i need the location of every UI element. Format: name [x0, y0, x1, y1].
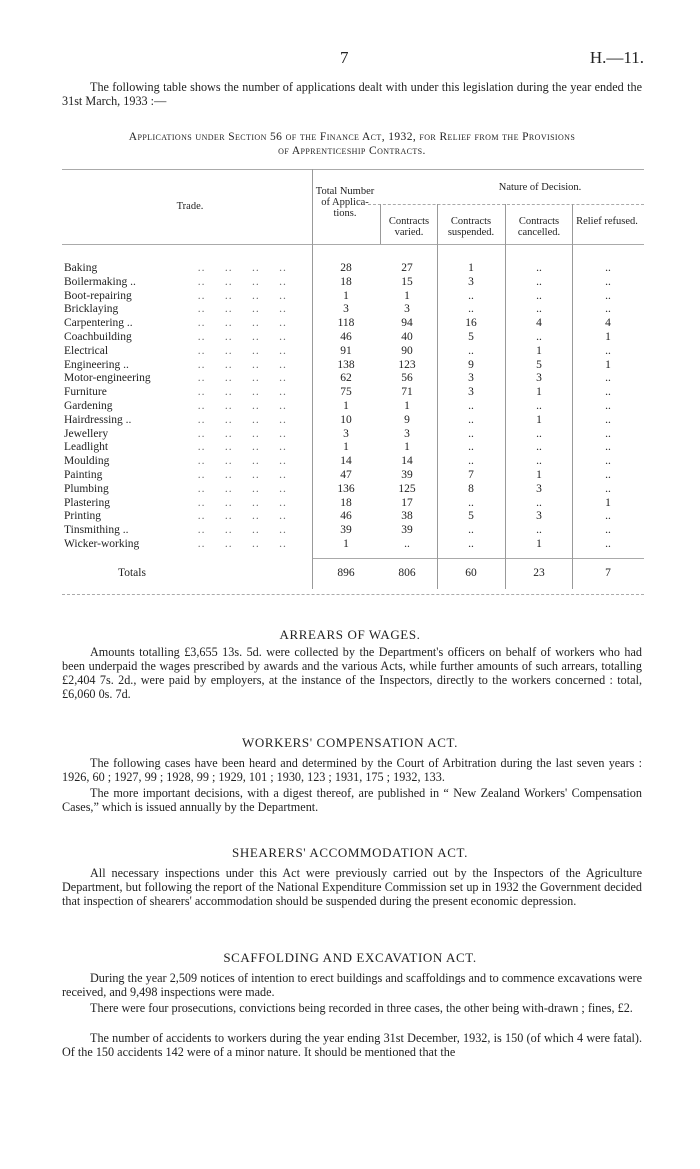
- totals-row: [0, 567, 700, 581]
- cell-refused: ..: [605, 441, 611, 454]
- document-reference: H.—11.: [589, 48, 644, 67]
- cell-suspended: ..: [468, 455, 474, 468]
- cell-refused: ..: [605, 289, 611, 302]
- cell-varied: 38: [401, 510, 413, 523]
- table-bottom-rule: [62, 594, 644, 595]
- cell-cancelled: ..: [536, 303, 542, 316]
- trade-name: Carpentering ..: [64, 317, 133, 330]
- cell-cancelled: 1: [536, 413, 542, 426]
- table-row: [0, 386, 700, 398]
- cell-total: 3: [343, 303, 349, 316]
- header-cancelled: Contracts cancelled.: [517, 216, 561, 238]
- cell-cancelled: 3: [536, 510, 542, 523]
- cell-suspended: ..: [468, 289, 474, 302]
- cell-suspended: 5: [468, 331, 474, 343]
- cell-suspended: 7: [468, 469, 474, 481]
- leader-dots: .. .. .. ..: [190, 441, 287, 454]
- cell-varied: 1: [404, 441, 410, 454]
- cell-varied: 1: [404, 400, 410, 412]
- cell-suspended: 9: [468, 358, 474, 371]
- table-row: [0, 400, 700, 412]
- cell-varied: 39: [401, 469, 413, 481]
- arrears-heading: ARREARS OF WAGES.: [279, 627, 421, 642]
- leader-dots: .. .. .. ..: [190, 289, 287, 302]
- table-row: [0, 372, 700, 384]
- cell-cancelled: 1: [536, 344, 542, 357]
- cell-cancelled: ..: [536, 427, 542, 440]
- header-suspended: Contracts suspended.: [447, 216, 495, 238]
- cell-total: 1: [343, 538, 349, 550]
- cell-total: 62: [340, 372, 352, 385]
- cell-refused: ..: [605, 427, 611, 440]
- cell-total: 91: [340, 344, 352, 357]
- table-row: [0, 276, 700, 288]
- leader-dots: .. .. .. ..: [190, 455, 287, 468]
- shearers-heading: SHEARERS' ACCOMMODATION ACT.: [232, 845, 468, 860]
- cell-suspended: 3: [468, 275, 474, 288]
- cell-varied: 40: [401, 331, 413, 343]
- leader-dots: .. .. .. ..: [190, 331, 287, 343]
- cell-varied: 56: [401, 372, 413, 385]
- cell-refused: 1: [605, 496, 611, 509]
- table-title: [60, 130, 644, 158]
- cell-total: 39: [340, 524, 352, 537]
- cell-cancelled: ..: [536, 262, 542, 274]
- cell-total: 3: [343, 427, 349, 440]
- table-row: [0, 414, 700, 426]
- cell-cancelled: ..: [536, 331, 542, 343]
- totals-rule: [312, 558, 644, 559]
- cell-suspended: ..: [468, 524, 474, 537]
- cell-cancelled: ..: [536, 441, 542, 454]
- header-refused: Relief refused.: [576, 216, 638, 227]
- cell-suspended: 1: [468, 262, 474, 274]
- shearers-paragraph: All necessary inspections under this Act were previously carried out by the Inspectors of the Agriculture Department, but following the report of the National Expenditure Commission set up in 1932 the Government decided that inspection of shearers' accommodation should be suspended during the present economic depression.: [62, 866, 642, 908]
- cell-refused: ..: [605, 524, 611, 537]
- trade-name: Boot-repairing: [64, 289, 132, 302]
- scaffolding-heading: SCAFFOLDING AND EXCAVATION ACT.: [223, 950, 477, 965]
- trade-name: Painting: [64, 469, 103, 481]
- leader-dots: .. .. .. ..: [190, 344, 287, 357]
- cell-suspended: ..: [468, 413, 474, 426]
- trade-name: Plumbing: [64, 482, 109, 495]
- cell-refused: ..: [605, 262, 611, 274]
- trade-name: Engineering ..: [64, 358, 129, 371]
- cell-varied: 39: [401, 524, 413, 537]
- totals-label: Totals: [118, 567, 146, 579]
- cell-refused: 4: [605, 317, 611, 330]
- totals-suspended: 60: [465, 567, 477, 579]
- compensation-heading: WORKERS' COMPENSATION ACT.: [242, 735, 458, 750]
- leader-dots: .. .. .. ..: [190, 317, 287, 330]
- cell-suspended: 3: [468, 386, 474, 399]
- cell-cancelled: ..: [536, 496, 542, 509]
- cell-total: 10: [340, 413, 352, 426]
- header-total: Total Number of Applica-tions.: [315, 186, 375, 219]
- cell-refused: ..: [605, 386, 611, 399]
- cell-cancelled: ..: [536, 455, 542, 468]
- cell-varied: 3: [404, 427, 410, 440]
- cell-suspended: ..: [468, 441, 474, 454]
- cell-refused: ..: [605, 455, 611, 468]
- cell-suspended: ..: [468, 303, 474, 316]
- leader-dots: .. .. .. ..: [190, 372, 287, 385]
- table-row: [0, 441, 700, 453]
- leader-dots: .. .. .. ..: [190, 400, 287, 412]
- cell-varied: 9: [404, 413, 410, 426]
- trade-name: Tinsmithing ..: [64, 524, 129, 537]
- page-number: 7: [340, 48, 349, 67]
- table-row: [0, 331, 700, 343]
- cell-cancelled: 1: [536, 469, 542, 481]
- cell-suspended: ..: [468, 427, 474, 440]
- cell-suspended: ..: [468, 344, 474, 357]
- cell-cancelled: 1: [536, 538, 542, 550]
- cell-cancelled: ..: [536, 275, 542, 288]
- cell-varied: 90: [401, 344, 413, 357]
- cell-varied: 123: [398, 358, 416, 371]
- totals-cancelled: 23: [533, 567, 545, 579]
- leader-dots: .. .. .. ..: [190, 496, 287, 509]
- cell-suspended: 5: [468, 510, 474, 523]
- scaffolding-paragraph-1: During the year 2,509 notices of intention to erect buildings and scaffoldings and to commence excavations were received, and 9,498 inspections were made.: [62, 971, 642, 999]
- cell-varied: 125: [398, 482, 416, 495]
- trade-name: Jewellery: [64, 427, 109, 440]
- cell-total: 28: [340, 262, 352, 274]
- header-varied: Contracts varied.: [388, 216, 430, 238]
- trade-name: Wicker-working: [64, 538, 140, 550]
- table-row: [0, 359, 700, 371]
- cell-suspended: ..: [468, 400, 474, 412]
- table-row: [0, 497, 700, 509]
- cell-varied: 14: [401, 455, 413, 468]
- cell-cancelled: 3: [536, 372, 542, 385]
- cell-suspended: ..: [468, 496, 474, 509]
- cell-total: 47: [340, 469, 352, 481]
- cell-total: 136: [337, 482, 355, 495]
- table-top-rule: [62, 169, 644, 170]
- cell-varied: 27: [401, 262, 413, 274]
- cell-suspended: 3: [468, 372, 474, 385]
- cell-varied: 94: [401, 317, 413, 330]
- cell-total: 118: [337, 317, 355, 330]
- trade-name: Hairdressing ..: [64, 413, 132, 426]
- cell-total: 14: [340, 455, 352, 468]
- nature-subheader-rule: [368, 204, 644, 205]
- table-row: [0, 290, 700, 302]
- cell-refused: ..: [605, 510, 611, 523]
- cell-cancelled: 3: [536, 482, 542, 495]
- table-row: [0, 538, 700, 550]
- table-row: [0, 262, 700, 274]
- trade-name: Leadlight: [64, 441, 109, 454]
- cell-varied: ..: [404, 538, 410, 550]
- cell-varied: 15: [401, 275, 413, 288]
- scaffolding-paragraph-3: The number of accidents to workers during the year ending 31st December, 1932, is 150 (of which 4 were fatal). Of the 150 accidents 142 were of a minor nature. It should be mentioned that the: [62, 1031, 642, 1059]
- table-row: [0, 483, 700, 495]
- cell-total: 1: [343, 400, 349, 412]
- leader-dots: .. .. .. ..: [190, 510, 287, 523]
- table-row: [0, 303, 700, 315]
- leader-dots: .. .. .. ..: [190, 538, 287, 550]
- cell-total: 1: [343, 289, 349, 302]
- leader-dots: .. .. .. ..: [190, 303, 287, 316]
- leader-dots: .. .. .. ..: [190, 358, 287, 371]
- leader-dots: .. .. .. ..: [190, 386, 287, 399]
- cell-refused: ..: [605, 400, 611, 412]
- cell-refused: ..: [605, 469, 611, 481]
- cell-suspended: 8: [468, 482, 474, 495]
- trade-name: Moulding: [64, 455, 110, 468]
- divider-total-nature-head: [380, 204, 381, 244]
- intro-paragraph: The following table shows the number of applications dealt with under this legislation during the year ended the 31st March, 1933 :—: [62, 80, 642, 108]
- cell-varied: 71: [401, 386, 413, 399]
- trade-name: Electrical: [64, 344, 109, 357]
- cell-refused: ..: [605, 413, 611, 426]
- scaffolding-paragraph-2: There were four prosecutions, convictions being recorded in three cases, the other being with-drawn ; fines, £2.: [90, 1001, 633, 1015]
- totals-refused: 7: [605, 567, 611, 579]
- trade-name: Bricklaying: [64, 303, 119, 316]
- trade-name: Printing: [64, 510, 102, 523]
- cell-varied: 17: [401, 496, 413, 509]
- trade-name: Boilermaking ..: [64, 275, 136, 288]
- cell-total: 18: [340, 275, 352, 288]
- cell-total: 46: [340, 331, 352, 343]
- table-row: [0, 455, 700, 467]
- table-row: [0, 524, 700, 536]
- leader-dots: .. .. .. ..: [190, 413, 287, 426]
- compensation-paragraph-1: The following cases have been heard and determined by the Court of Arbitration during the last seven years : 1926, 60 ; 1927, 99 ; 1928, 99 ; 1929, 101 ; 1930, 123 ; 1931, 175 ; 1932, 133.: [62, 756, 642, 784]
- cell-cancelled: ..: [536, 400, 542, 412]
- cell-cancelled: ..: [536, 289, 542, 302]
- arrears-paragraph: Amounts totalling £3,655 13s. 5d. were collected by the Department's officers on behalf of workers who had been underpaid the wages prescribed by awards and the various Acts, while further amounts of such arrears, totalling £2,404 7s. 2d., were paid by employers, at the instance of the Inspectors, directly to the workers concerned : total, £6,060 0s. 7d.: [62, 645, 642, 701]
- totals-varied: 806: [398, 567, 416, 579]
- table-title-line-2: of Apprenticeship Contracts.: [278, 145, 426, 157]
- leader-dots: .. .. .. ..: [190, 262, 287, 274]
- cell-refused: ..: [605, 482, 611, 495]
- table-header-rule: [62, 244, 644, 245]
- header-trade: Trade.: [176, 201, 204, 212]
- trade-name: Coachbuilding: [64, 331, 132, 343]
- cell-refused: ..: [605, 275, 611, 288]
- cell-total: 18: [340, 496, 352, 509]
- leader-dots: .. .. .. ..: [190, 469, 287, 481]
- cell-cancelled: 5: [536, 358, 542, 371]
- table-row: [0, 317, 700, 329]
- cell-cancelled: 4: [536, 317, 542, 330]
- leader-dots: .. .. .. ..: [190, 427, 287, 440]
- cell-refused: ..: [605, 303, 611, 316]
- cell-total: 1: [343, 441, 349, 454]
- trade-name: Baking: [64, 262, 98, 274]
- totals-total: 896: [337, 567, 355, 579]
- table-row: [0, 469, 700, 481]
- trade-name: Furniture: [64, 386, 107, 399]
- trade-name: Motor-engineering: [64, 372, 151, 385]
- cell-refused: ..: [605, 344, 611, 357]
- leader-dots: .. .. .. ..: [190, 275, 287, 288]
- trade-name: Gardening: [64, 400, 113, 412]
- table-row: [0, 428, 700, 440]
- table-row: [0, 345, 700, 357]
- header-nature: Nature of Decision.: [498, 182, 582, 193]
- table-title-line-1: Applications under Section 56 of the Finance Act, 1932, for Relief from the Provisions: [128, 131, 576, 143]
- cell-cancelled: 1: [536, 386, 542, 399]
- cell-total: 138: [337, 358, 355, 371]
- cell-refused: ..: [605, 372, 611, 385]
- cell-total: 46: [340, 510, 352, 523]
- cell-suspended: ..: [468, 538, 474, 550]
- table-row: [0, 510, 700, 522]
- cell-suspended: 16: [465, 317, 477, 330]
- cell-refused: 1: [605, 331, 611, 343]
- compensation-paragraph-2: The more important decisions, with a digest thereof, are published in “ New Zealand Workers' Compensation Cases,” which is issued annually by the Department.: [62, 786, 642, 814]
- cell-refused: 1: [605, 358, 611, 371]
- leader-dots: .. .. .. ..: [190, 524, 287, 537]
- leader-dots: .. .. .. ..: [190, 482, 287, 495]
- cell-refused: ..: [605, 538, 611, 550]
- cell-cancelled: ..: [536, 524, 542, 537]
- cell-total: 75: [340, 386, 352, 399]
- trade-name: Plastering: [64, 496, 110, 509]
- cell-varied: 3: [404, 303, 410, 316]
- cell-varied: 1: [404, 289, 410, 302]
